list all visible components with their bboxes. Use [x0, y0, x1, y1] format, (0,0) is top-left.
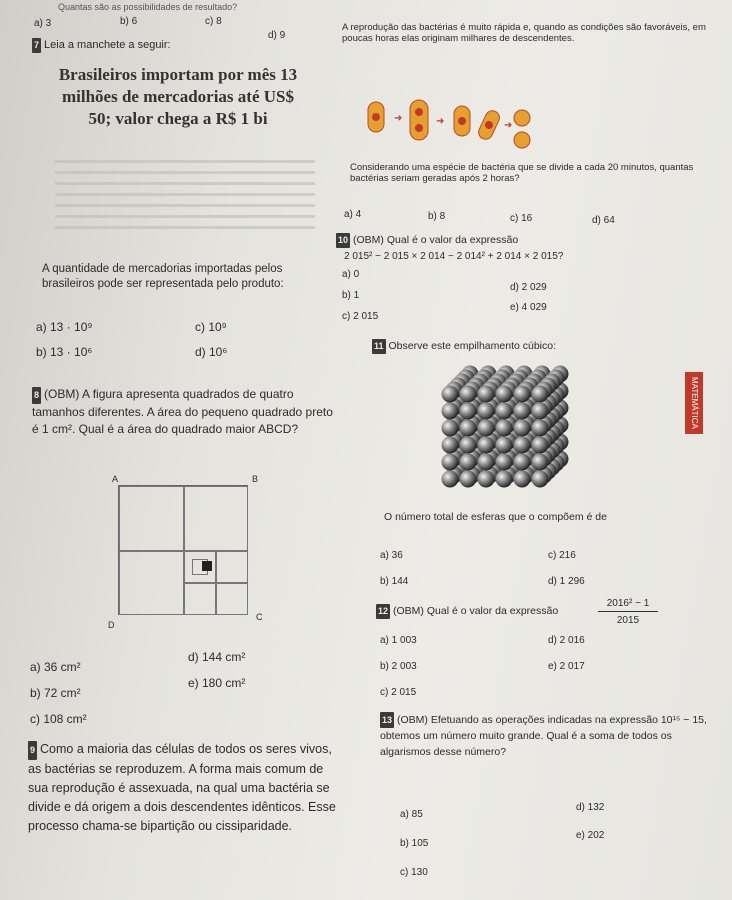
q13-option-d: d) 132: [576, 802, 605, 813]
q12-option-c: c) 2 015: [380, 687, 417, 698]
q10-option-b: b) 1: [342, 290, 360, 301]
q8-option-c: c) 108 cm²: [30, 712, 87, 726]
q11-caption-line: O número total de esferas que o compõem é de: [384, 511, 607, 523]
q13-option-c: c) 130: [400, 867, 428, 878]
q10-option-d: d) 2 029: [510, 282, 547, 293]
q12-option-b: b) 2 003: [380, 661, 417, 672]
q11-option-d: d) 1 296: [548, 576, 585, 587]
top-option-a: a) 3: [34, 18, 52, 29]
label-b: B: [252, 474, 259, 484]
bacteria-intro: A reprodução das bactérias é muito rápida e, quando as condições são favoráveis, em poucas horas elas originam milhares de descendentes.: [342, 22, 706, 44]
label-a: A: [112, 474, 119, 484]
question-number: 9: [28, 741, 37, 760]
question-number: 12: [376, 604, 390, 619]
q7-option-a: a) 13 · 10⁹: [36, 320, 93, 334]
top-option-d: d) 9: [268, 30, 286, 41]
q12-option-a: a) 1 003: [380, 635, 417, 646]
q11-option-a: a) 36: [380, 550, 403, 561]
q10-option-e: e) 4 029: [510, 302, 547, 313]
q13-option-a: a) 85: [400, 809, 423, 820]
fraction-bar: [598, 611, 658, 612]
q12-option-d: d) 2 016: [548, 635, 585, 646]
question-number: 11: [372, 339, 386, 354]
cut-line: Quantas são as possibilidades de resultado?: [58, 2, 238, 12]
bact-option-b: b) 8: [428, 211, 446, 222]
top-option-b: b) 6: [120, 16, 138, 27]
q10-text: (OBM) Qual é o valor da expressão: [353, 234, 519, 246]
headline: Brasileiros importam por mês 13 milhões de mercadorias até US$ 50; valor chega a R$ 1 bi: [58, 65, 298, 128]
bact-option-c: c) 16: [510, 213, 533, 224]
question-number: 7: [32, 38, 41, 53]
bact-option-d: d) 64: [592, 215, 615, 226]
q7-prompt: Leia a manchete a seguir:: [44, 39, 171, 51]
svg-text:➜: ➜: [394, 113, 403, 124]
q7-option-c: c) 10⁹: [195, 320, 227, 334]
q13-text: (OBM) Efetuando as operações indicadas na expressão 10¹⁵ − 15, obtemos um número muito grande. Qual é a soma de todos os algarismos desse número?: [380, 714, 707, 758]
top-option-c: c) 8: [205, 16, 222, 27]
svg-text:➜: ➜: [504, 120, 513, 131]
q8-option-b: b) 72 cm²: [30, 686, 81, 700]
label-d: D: [108, 620, 115, 630]
q12-numerator: 2016² − 1: [606, 598, 650, 609]
q8-option-e: e) 180 cm²: [188, 676, 246, 690]
q13-option-e: e) 202: [576, 830, 605, 841]
q7-question: A quantidade de mercadorias importadas pelos brasileiros pode ser representada pelo produto:: [42, 263, 284, 290]
q12-option-e: e) 2 017: [548, 661, 585, 672]
q8-option-d: d) 144 cm²: [188, 650, 246, 664]
q10-option-a: a) 0: [342, 269, 360, 280]
square-abcd: [118, 485, 248, 615]
q12-text: (OBM) Qual é o valor da expressão: [393, 605, 559, 617]
q8-option-a: a) 36 cm²: [30, 660, 81, 674]
q7-option-b: b) 13 · 10⁶: [36, 345, 93, 359]
q11-text: Observe este empilhamento cúbico:: [388, 340, 557, 352]
bact-option-a: a) 4: [344, 209, 362, 220]
q8-text: (OBM) A figura apresenta quadrados de quatro tamanhos diferentes. A área do pequeno quadrado preto é 1 cm². Qual é a área do quadrado maior ABCD?: [32, 387, 333, 436]
blurred-article-text: [55, 160, 315, 235]
q11-option-c: c) 216: [548, 550, 576, 561]
question-number: 8: [32, 387, 41, 404]
label-c: C: [256, 612, 263, 622]
question-number: 13: [380, 712, 394, 728]
sphere-cube-illustration: [432, 364, 572, 504]
q10-option-c: c) 2 015: [342, 311, 379, 322]
q9-text: Como a maioria das células de todos os seres vivos, as bactérias se reproduzem. A forma mais comum de sua reprodução é assexuada, na qual uma bactéria se divide e dá origem a dois descendentes idênticos. Esse processo chama-se bipartição ou cissiparidade.: [28, 742, 336, 833]
q12-denominator: 2015: [616, 615, 640, 626]
q11-option-b: b) 144: [380, 576, 409, 587]
svg-text:➜: ➜: [436, 116, 445, 127]
q13-option-b: b) 105: [400, 838, 429, 849]
question-number: 10: [336, 233, 350, 248]
bacteria-division-illustration: [362, 96, 542, 166]
subject-tab: MATEMÁTICA: [685, 372, 703, 434]
bacteria-question: Considerando uma espécie de bactéria que se divide a cada 20 minutos, quantas bactérias seriam geradas após 2 horas?: [350, 162, 694, 184]
black-square: [202, 561, 212, 571]
q10-expression: 2 015² − 2 015 × 2 014 − 2 014² + 2 014 × 2 015?: [344, 251, 564, 262]
q7-option-d: d) 10⁶: [195, 345, 228, 359]
